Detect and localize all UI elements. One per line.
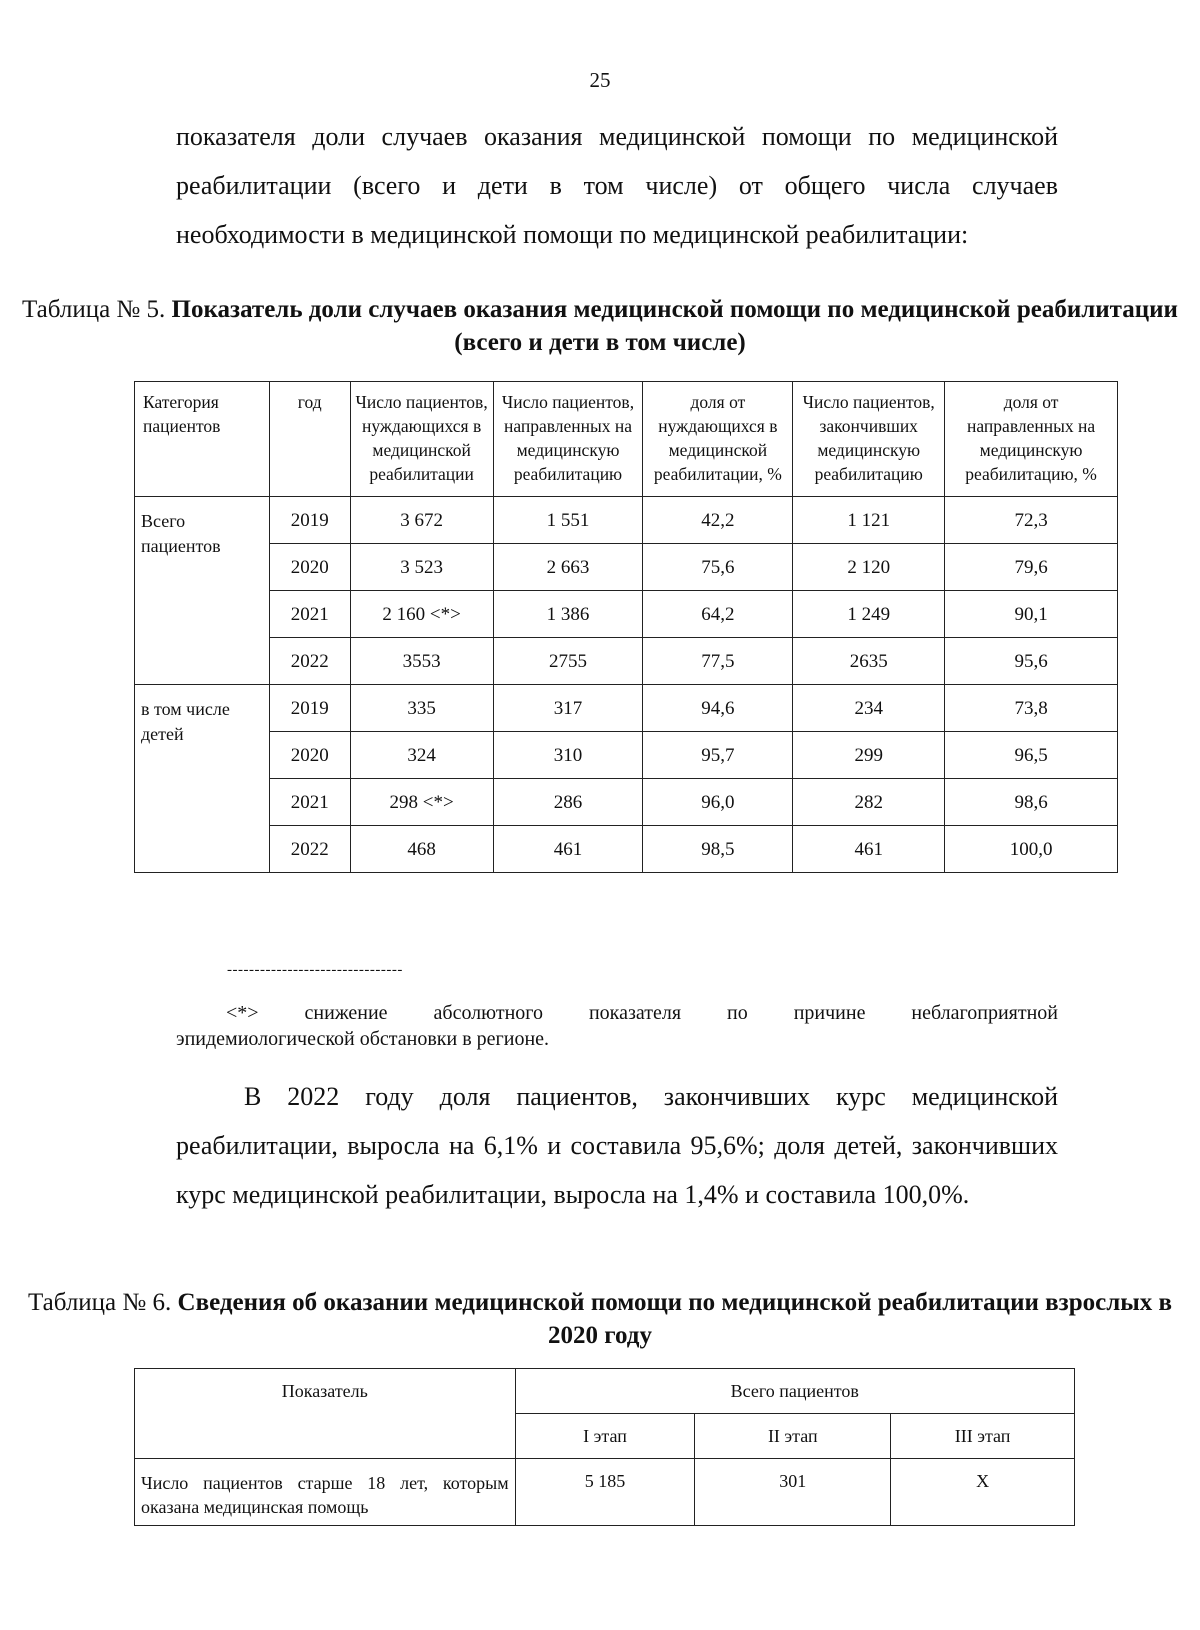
share-needing-cell: 64,2 <box>643 591 793 638</box>
footnote-separator: -------------------------------- <box>227 962 403 978</box>
needing-cell: 298 <*> <box>350 779 493 826</box>
share-referred-cell: 100,0 <box>945 826 1118 873</box>
needing-cell: 324 <box>350 732 493 779</box>
completed-cell: 461 <box>793 826 945 873</box>
share-referred-cell: 72,3 <box>945 497 1118 544</box>
referred-cell: 1 551 <box>493 497 643 544</box>
completed-cell: 299 <box>793 732 945 779</box>
table5 <box>134 381 1118 873</box>
category-cell: в том числе детей <box>135 685 270 873</box>
header-stage-3: III этап <box>891 1414 1075 1459</box>
page-number: 25 <box>589 68 611 92</box>
referred-cell: 2755 <box>493 638 643 685</box>
year-cell: 2020 <box>269 544 350 591</box>
year-cell: 2022 <box>269 826 350 873</box>
table-row <box>135 826 1118 873</box>
table5-header-row <box>135 382 1118 497</box>
completed-cell: 2 120 <box>793 544 945 591</box>
table6-caption-title: Сведения об оказании медицинской помощи по медицинской реабилитации взрослых в 2020 году <box>177 1289 1172 1349</box>
header-stage-1: I этап <box>515 1414 695 1459</box>
share-needing-cell: 95,7 <box>643 732 793 779</box>
header-year: год <box>269 382 350 497</box>
year-cell: 2020 <box>269 732 350 779</box>
header-indicator: Показатель <box>135 1369 516 1459</box>
share-needing-cell: 42,2 <box>643 497 793 544</box>
header-referred: Число пациентов, направленных на медицинскую реабилитацию <box>493 382 643 497</box>
year-cell: 2021 <box>269 779 350 826</box>
table-row <box>135 497 1118 544</box>
body-paragraph-2: В 2022 году доля пациентов, закончивших курс медицинской реабилитации, выросла на 6,1% и составила 95,6%; доля детей, закончивших курс медицинской реабилитации, выросла на 1,4% и составила 100,0%. <box>176 1082 1058 1209</box>
completed-cell: 282 <box>793 779 945 826</box>
footnote <box>176 1000 1058 1052</box>
header-stage-2: II этап <box>695 1414 891 1459</box>
share-referred-cell: 95,6 <box>945 638 1118 685</box>
share-needing-cell: 77,5 <box>643 638 793 685</box>
table-row <box>135 685 1118 732</box>
referred-cell: 1 386 <box>493 591 643 638</box>
footnote-line-1: <*> снижение абсолютного показателя по причине неблагоприятной <box>226 1002 1058 1024</box>
intro-paragraph: показателя доли случаев оказания медицинской помощи по медицинской реабилитации (всего и дети в том числе) от общего числа случаев необходимости в медицинской помощи по медицинской реабилитации: <box>176 122 1058 249</box>
year-cell: 2019 <box>269 497 350 544</box>
stage-2-value: 301 <box>695 1459 891 1526</box>
needing-cell: 468 <box>350 826 493 873</box>
share-needing-cell: 98,5 <box>643 826 793 873</box>
share-needing-cell: 96,0 <box>643 779 793 826</box>
header-share-referred: доля от направленных на медицинскую реабилитацию, % <box>945 382 1118 497</box>
needing-cell: 335 <box>350 685 493 732</box>
indicator-cell: Число пациентов старше 18 лет, которым оказана медицинская помощь <box>135 1459 516 1526</box>
table6-caption <box>0 1286 1200 1352</box>
completed-cell: 1 121 <box>793 497 945 544</box>
completed-cell: 2635 <box>793 638 945 685</box>
needing-cell: 3 672 <box>350 497 493 544</box>
table-row <box>135 591 1118 638</box>
table-row <box>135 1459 1075 1526</box>
header-share-needing: доля от нуждающихся в медицинской реабилитации, % <box>643 382 793 497</box>
table6-header-row <box>135 1369 1075 1414</box>
referred-cell: 317 <box>493 685 643 732</box>
referred-cell: 461 <box>493 826 643 873</box>
header-category: Категория пациентов <box>135 382 270 497</box>
table5-caption-title: Показатель доли случаев оказания медицинской помощи по медицинской реабилитации (всего и дети в том числе) <box>171 296 1178 356</box>
share-referred-cell: 79,6 <box>945 544 1118 591</box>
referred-cell: 310 <box>493 732 643 779</box>
year-cell: 2019 <box>269 685 350 732</box>
needing-cell: 3 523 <box>350 544 493 591</box>
completed-cell: 1 249 <box>793 591 945 638</box>
referred-cell: 2 663 <box>493 544 643 591</box>
share-needing-cell: 75,6 <box>643 544 793 591</box>
footnote-line-2: эпидемиологической обстановки в регионе. <box>176 1028 550 1050</box>
header-completed: Число пациентов, закончивших медицинскую реабилитацию <box>793 382 945 497</box>
year-cell: 2021 <box>269 591 350 638</box>
table-row <box>135 779 1118 826</box>
referred-cell: 286 <box>493 779 643 826</box>
table-row <box>135 544 1118 591</box>
table6-caption-prefix: Таблица № 6. <box>27 1289 172 1316</box>
year-cell: 2022 <box>269 638 350 685</box>
needing-cell: 2 160 <*> <box>350 591 493 638</box>
category-cell: Всего пациентов <box>135 497 270 685</box>
share-referred-cell: 96,5 <box>945 732 1118 779</box>
header-all-patients: Всего пациентов <box>515 1369 1074 1414</box>
table-row <box>135 638 1118 685</box>
share-needing-cell: 94,6 <box>643 685 793 732</box>
share-referred-cell: 98,6 <box>945 779 1118 826</box>
stage-1-value: 5 185 <box>515 1459 695 1526</box>
header-needing: Число пациентов, нуждающихся в медицинской реабилитации <box>350 382 493 497</box>
table5-caption <box>0 293 1200 359</box>
table-row <box>135 732 1118 779</box>
needing-cell: 3553 <box>350 638 493 685</box>
share-referred-cell: 73,8 <box>945 685 1118 732</box>
table6 <box>134 1368 1075 1526</box>
share-referred-cell: 90,1 <box>945 591 1118 638</box>
table5-caption-prefix: Таблица № 5. <box>22 296 166 323</box>
completed-cell: 234 <box>793 685 945 732</box>
stage-3-value: X <box>891 1459 1075 1526</box>
